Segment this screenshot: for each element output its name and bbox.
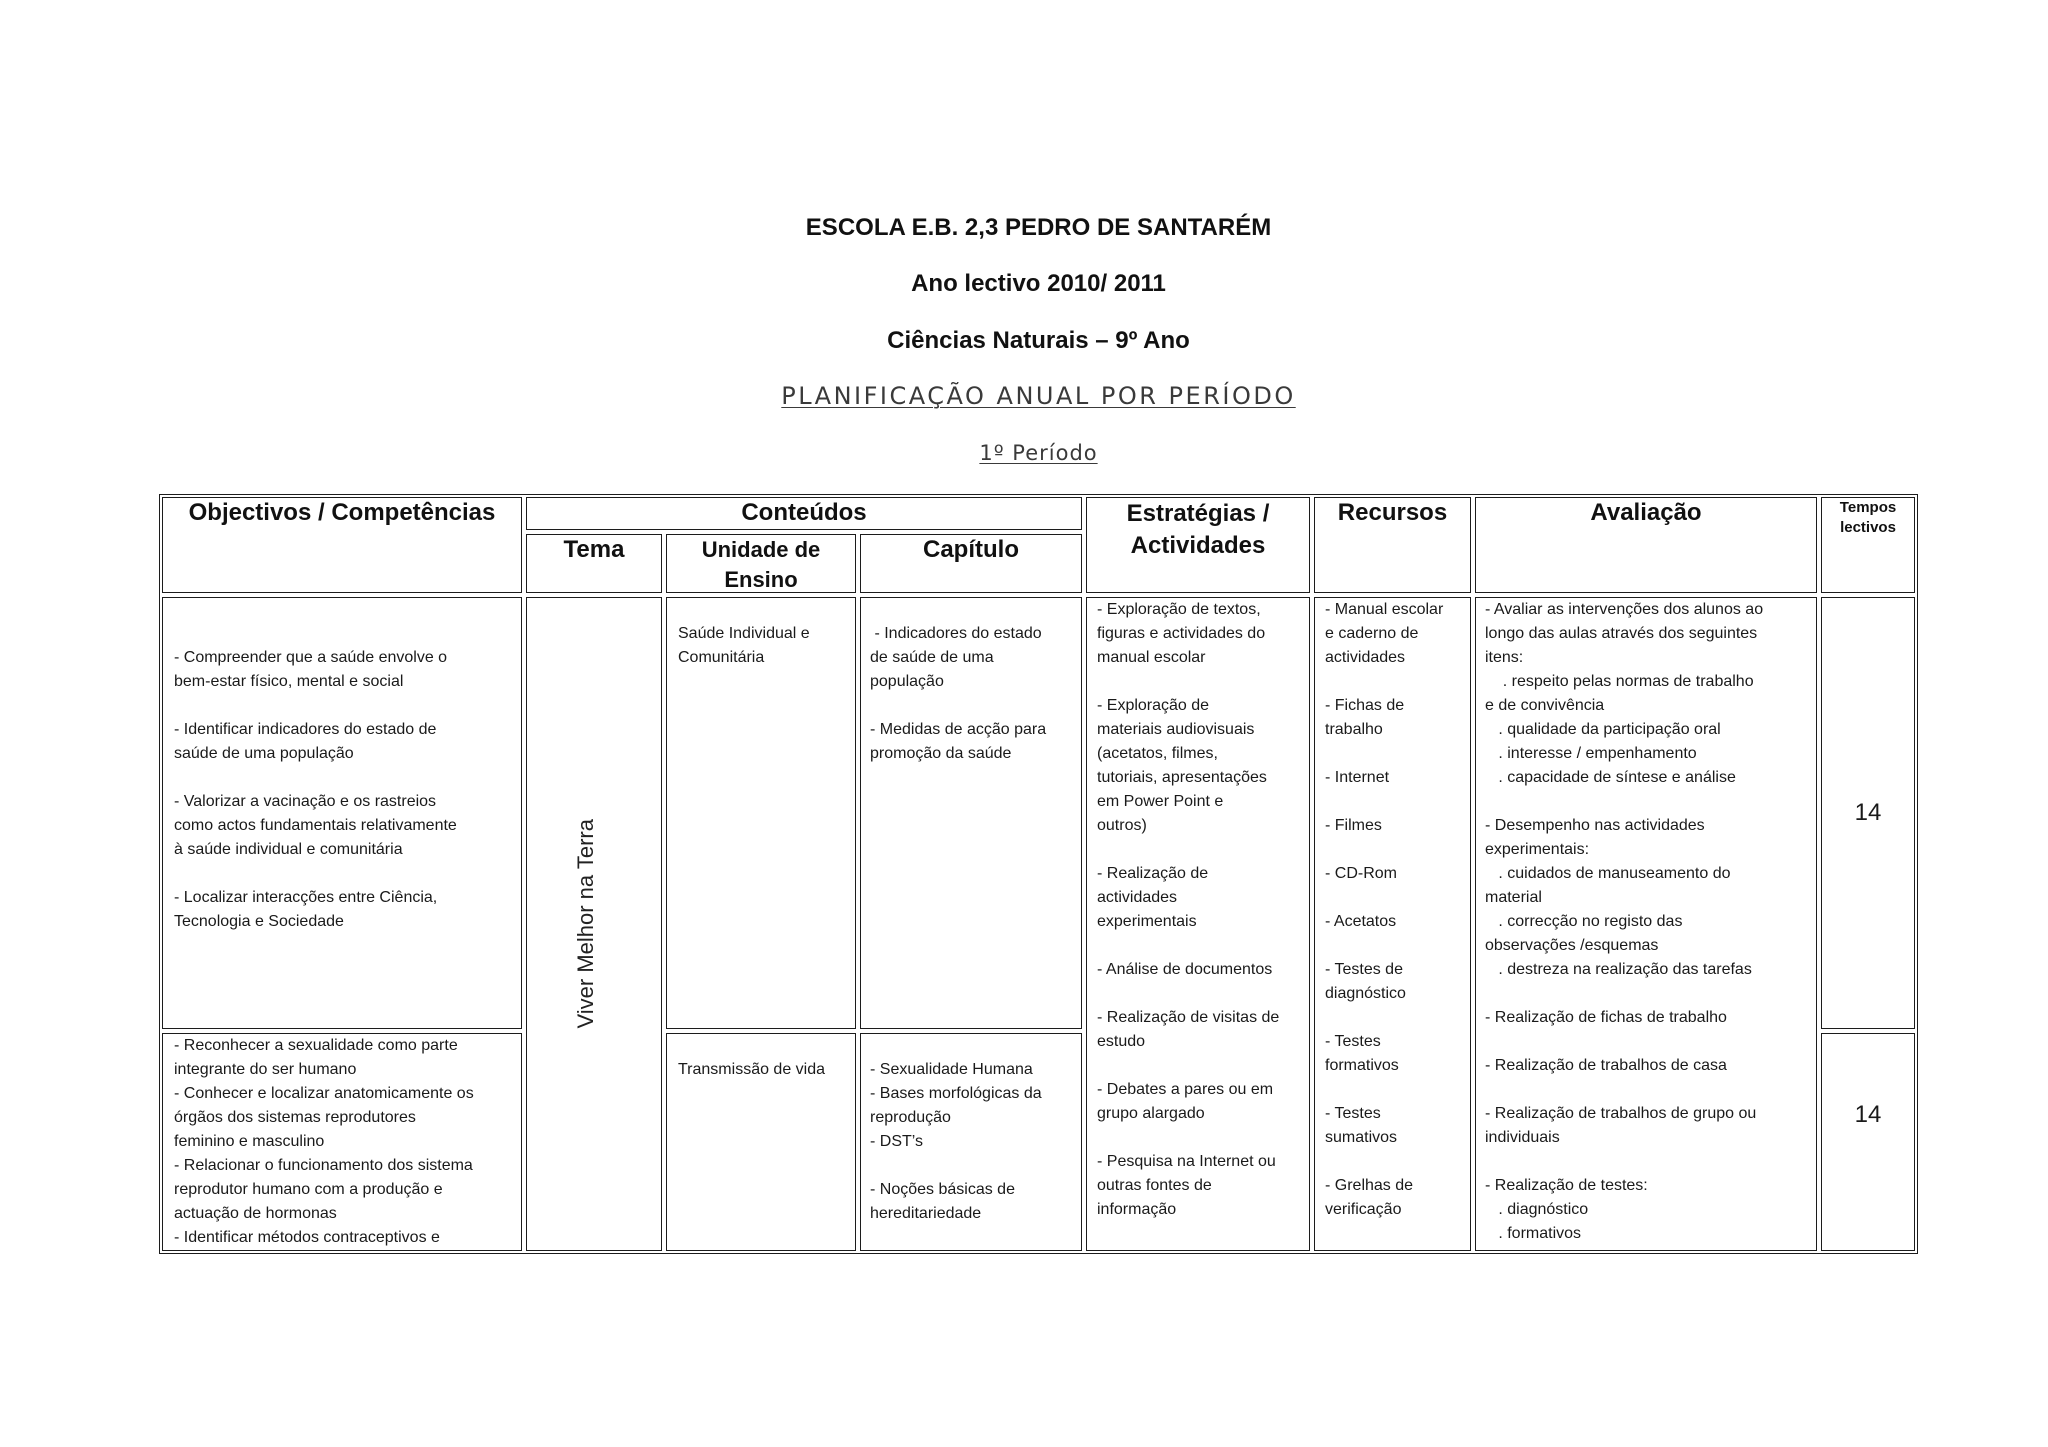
resources-cell: - Manual escolar e caderno de actividades - Fichas de trabalho - Internet - Filmes - CD-Rom - Acetatos - Testes de diagnóstico - Testes formativos - Testes sumativos - Grelhas de verificação [1314, 597, 1471, 1251]
assessment-cell: - Avaliar as intervenções dos alunos ao longo das aulas através dos seguintes itens: . respeito pelas normas de trabalho e de convivência . qualidade da participação oral . interesse / empenhamento . capacidade de síntese e análise - Desempenho nas actividades experimentais: . cuidados de manuseamento do material . correcção no registo das observações /esquemas . destreza na realização das tarefas - Realização de fichas de trabalho - Realização de trabalhos de casa - Realização de trabalhos de grupo ou individuais - Realização de testes: . diagnóstico . formativos [1475, 597, 1817, 1251]
period-title: 1º Período [979, 441, 1098, 465]
school-year: Ano lectivo 2010/ 2011 [911, 270, 1166, 297]
periods-value-row1: 14 [1854, 799, 1882, 826]
chapter-cell-row1: - Indicadores do estado de saúde de uma população - Medidas de acção para promoção da saúde [860, 597, 1082, 1029]
objectives-cell-row1: - Compreender que a saúde envolve o bem-estar físico, mental e social - Identificar indicadores do estado de saúde de uma população - Valorizar a vacinação e os rastreios como actos fundamentais relativamente à saúde individual e comunitária - Localizar interacções entre Ciência, Tecnologia e Sociedade [162, 597, 522, 1029]
periods-value-row2: 14 [1854, 1101, 1882, 1128]
objectives-cell-row2: - Reconhecer a sexualidade como parte integrante do ser humano - Conhecer e localizar anatomicamente os órgãos dos sistemas reprodutores feminino e masculino - Relacionar o funcionamento dos sistema reprodutor humano com a produção e actuação de hormonas - Identificar métodos contraceptivos e [162, 1033, 522, 1251]
header-unit: Unidade de Ensino [666, 534, 856, 593]
unit-cell-row1: Saúde Individual e Comunitária [666, 597, 856, 1029]
header-strategies: Estratégias / Actividades [1086, 497, 1310, 593]
header-assessment: Avaliação [1475, 497, 1817, 593]
strategies-cell: - Exploração de textos, figuras e actividades do manual escolar - Exploração de materiais audiovisuais (acetatos, filmes, tutoriais, apresentações em Power Point e outros) - Realização de actividades experimentais - Análise de documentos - Realização de visitas de estudo - Debates a pares ou em grupo alargado - Pesquisa na Internet ou outras fontes de informação [1086, 597, 1310, 1251]
chapter-cell-row2: - Sexualidade Humana - Bases morfológicas da reprodução - DST’s - Noções básicas de hereditariedade [860, 1033, 1082, 1251]
header-objectives: Objectivos / Competências [162, 497, 522, 593]
header-contents: Conteúdos [526, 497, 1082, 530]
header-chapter: Capítulo [860, 534, 1082, 593]
subject-title: Ciências Naturais – 9º Ano [887, 327, 1190, 354]
header-periods: Tempos lectivos [1821, 497, 1915, 593]
theme-cell [526, 597, 662, 1251]
school-name: ESCOLA E.B. 2,3 PEDRO DE SANTARÉM [805, 214, 1272, 241]
unit-cell-row2: Transmissão de vida [666, 1033, 856, 1251]
periods-cell-row1 [1821, 597, 1915, 1029]
plan-title: PLANIFICAÇÃO ANUAL POR PERÍODO [781, 382, 1296, 410]
periods-cell-row2 [1821, 1033, 1915, 1251]
theme-label: Viver Melhor na Terra [573, 819, 598, 1029]
header-resources: Recursos [1314, 497, 1471, 593]
header-theme: Tema [526, 534, 662, 593]
